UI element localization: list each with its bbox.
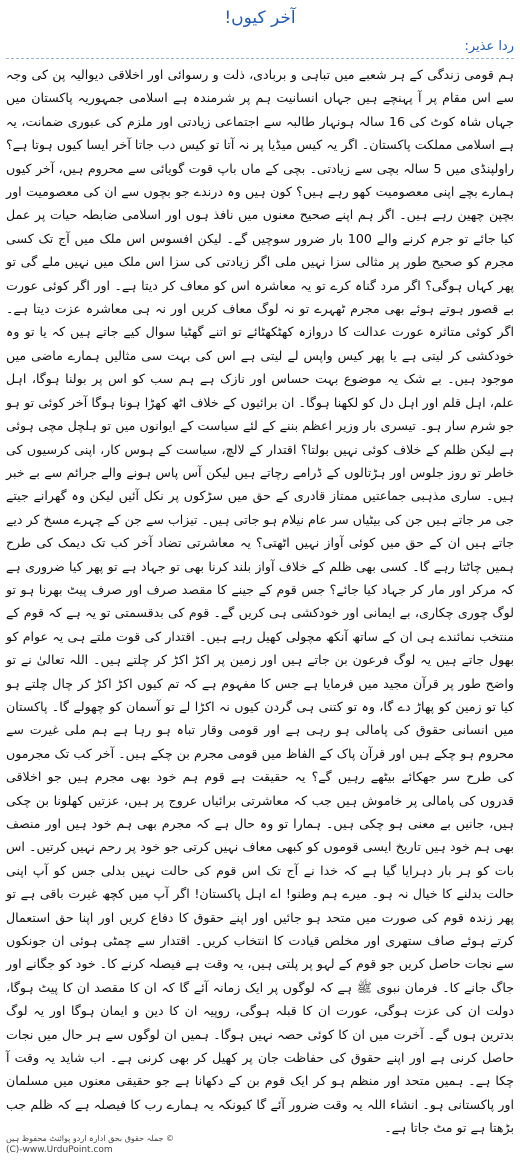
- article-title: آخر کیوں!: [224, 8, 296, 28]
- article-body: ہم قومی زندگی کے ہر شعبے میں تباہی و بربادی، ذلت و رسوائی اور اخلاقی دیوالیہ پن کی وجہ سے اس مقام پر آ پہنچے ہیں جہاں انسانیت ہم پر شرمندہ ہے اسلامی جمہوریہ پاکستان میں جہاں شاہ کوٹ کی 16 سالہ ہونہار طالبہ سے اجتماعی زیادتی اور ملزم کی عبوری ضمانت، یہ ہے اسلامی مملکت پاکستان۔ اگر یہ کیس میڈیا پر نہ آتا تو کیس دب جاتا آخر ایسا کیوں ہوتا ہے؟ راولپنڈی میں 5 سالہ بچی سے زیادتی۔ بچی کے ماں باپ قوت گویائی سے محروم ہیں، آخر کیوں ہمارے بچے اپنی معصومیت کھو رہے ہیں؟ کون ہیں وہ درندے جو بچوں سے ان کی معصومیت اور بچپن چھین رہے ہیں۔ اگر ہم اپنے صحیح معنوں میں نافذ ہوں اور اسلامی ضابطہ حیات پر عمل کیا جائے تو جرم کرنے والے 100 بار ضرور سوچیں گے۔ لیکن افسوس اس ملک میں آج تک کسی مجرم کو صحیح طور پر مثالی سزا نہیں ملی اگر زیادتی کی سزا اس ملک میں نہیں ملے گی تو پھر کہاں ہوگی؟ اگر مرد گناہ کرے تو یہ معاشرہ اس کو معاف کر دیتا ہے۔ اور اگر کوئی عورت بے قصور ہوتے ہوئے بھی مجرم ٹھہرے تو نہ لوگ معاف کریں اور نہ ہی معاشرہ عزت دیتا ہے۔ اگر کوئی متاثرہ عورت عدالت کا دروازہ کھٹکھٹائے تو اتنے گھٹیا سوال کیے جاتے ہیں کہ یا تو وہ خودکشی کر لیتی ہے یا پھر کیس واپس لے لیتی ہے اس کی بہت سی مثالیں ہمارے ماضی میں موجود ہیں۔ بے شک یہ موضوع بہت حساس اور نازک ہے ہم سب کو اس پر بولنا ہوگا، اہل علم، اہل قلم اور اہل دل کو لکھنا ہوگا۔ ان برائیوں کے خلاف اٹھ کھڑا ہونا ہوگا آخر کوئی تو ہو جو شرم سار ہو۔ تیسری بار وزیر اعظم بننے کے لئے سیاست کے ایوانوں میں تو ہلچل مچی ہوئی ہے لیکن ظلم کے خلاف کوئی نہیں بولتا؟ اقتدار کے لالچ، سیاست کے ہوس کار، اپنی کرسیوں کی خاطر تو روز جلوس اور ہڑتالوں کے ڈرامے رچاتے ہیں لیکن آس پاس ہونے والے جرائم سے بے خبر ہیں۔ ساری مذہبی جماعتیں ممتاز قادری کے حق میں سڑکوں پر نکل آئیں لیکن وہ گھرانے جیتے جی مر جاتے ہیں جن کی بیٹیاں سر عام نیلام ہو جاتی ہیں۔ تیزاب سے جن کے چہرے مسخ کر دیے جاتے ہیں ان کے حق میں کوئی آواز نہیں اٹھتی؟ یہ معاشرتی تضاد آخر کب تک دیمک کی طرح ہمیں چاٹتا رہے گا۔ کسی بھی ظلم کے خلاف آواز بلند کرنا بھی تو جہاد ہے تو پھر کیا ضروری ہے کہ مرکر اور مار کر جہاد کیا جائے؟ جس قوم کے جینے کا مقصد صرف اور صرف پیٹ بھرنا ہو تو لوگ چوری چکاری، بے ایمانی اور خودکشی ہی کریں گے۔ قوم کی بدقسمتی تو یہ ہے کہ قوم کے منتخب نمائندے ہی ان کے ساتھ آنکھ مچولی کھیل رہے ہیں۔ اقتدار کی قوت ملتے ہی یہ عوام کو بھول جاتے ہیں یہ لوگ فرعون بن جاتے ہیں اور زمین پر اکڑ اکڑ کر چلتے ہیں۔ اللہ تعالیٰ نے تو واضح طور پر قرآن مجید میں فرمایا ہے جس کا مفہوم ہے کہ تم کیوں اکڑ اکڑ کر چال چلتے ہو کیا تو زمین کو پھاڑ دے گا، وہ تو کتنی ہی گردن کیوں نہ اکڑا لے تو آسمان کو چھولے گا۔ پاکستان میں انسانی حقوق کی پامالی ہو رہی ہے اور قومی وقار تباہ ہو رہا ہے ہم ملی غیرت سے محروم ہو چکے ہیں اور قرآن پاک کے الفاظ میں قومی مجرم بن چکے ہیں۔ آخر کب تک مجرموں کی طرح سر جھکائے بیٹھے رہیں گے؟ یہ حقیقت ہے قوم ہم خود بھی مجرم ہیں جو اخلاقی قدروں کی پامالی پر خاموش ہیں جب کہ معاشرتی برائیاں عروج پر ہیں، عزتیں کھلونا بن چکی ہیں، جانیں بے معنی ہو چکی ہیں۔ ہمارا تو وہ حال ہے کہ مجرم بھی ہم خود ہیں اور منصف بھی ہم خود ہیں تاریخ ایسی قوموں کو کبھی معاف نہیں کرتی جو خود پر رحم نہیں کرتیں۔ اس بات کو ہر بار دہرایا گیا ہے کہ خدا نے آج تک اس قوم کی حالت نہیں بدلی جس کو آپ اپنی حالت بدلنے کا خیال نہ ہو۔ میرے ہم وطنو! اے اہل پاکستان! اگر آپ میں کچھ غیرت باقی ہے تو پھر زندہ قوم کی صورت میں متحد ہو جائیں اور اپنے حقوق کا دفاع کریں اور اپنا حق استعمال کرتے ہوئے صاف ستھری اور مخلص قیادت کا انتخاب کریں۔ اقتدار سے چمٹی ہوئی ان جونکوں سے نجات حاصل کریں جو قوم کے لہو پر پلتی ہیں، یہ وقت ہے فیصلہ کرنے کا۔ خود کو جگانے اور جاگ جانے کا۔ فرمان نبوی ﷺ ہے کہ لوگوں پر ایک زمانہ آئے گا کہ ان کا مقصد ان کا پیٹ ہوگا، دولت ان کی عزت ہوگی، عورت ان کا قبلہ ہوگی، روپیہ ان کا دین و ایمان ہوگا اور یہ لوگ بدترین ہوں گے۔ آخرت میں ان کا کوئی حصہ نہیں ہوگا۔ ہمیں ان لوگوں سے ہر حال میں نجات حاصل کرنی ہے اور اپنے حقوق کی حفاظت جان پر کھیل کر بھی کرنی ہے۔ اب شاید یہ وقت آ چکا ہے۔ ہمیں متحد اور منظم ہو کر ایک قوم بن کے دکھانا ہے جو حقیقی معنوں میں مسلمان اور پاکستانی ہو۔ انشاء اللہ یہ وقت ضرور آئے گا کیونکہ یہ ہمارے رب کا فیصلہ ہے کہ ظلم جب بڑھتا ہے تو مٹ جاتا ہے۔: [6, 67, 515, 1136]
- author-divider: [6, 58, 514, 59]
- site-url[interactable]: (C)-www.UrduPoint.com: [6, 1145, 113, 1155]
- article-author: ردا عذیر:: [464, 39, 514, 54]
- copyright-notice: © جملہ حقوق بحق ادارہ اردو پوائنٹ محفوظ ہیں: [6, 1134, 175, 1143]
- page-footer: [6, 1133, 514, 1156]
